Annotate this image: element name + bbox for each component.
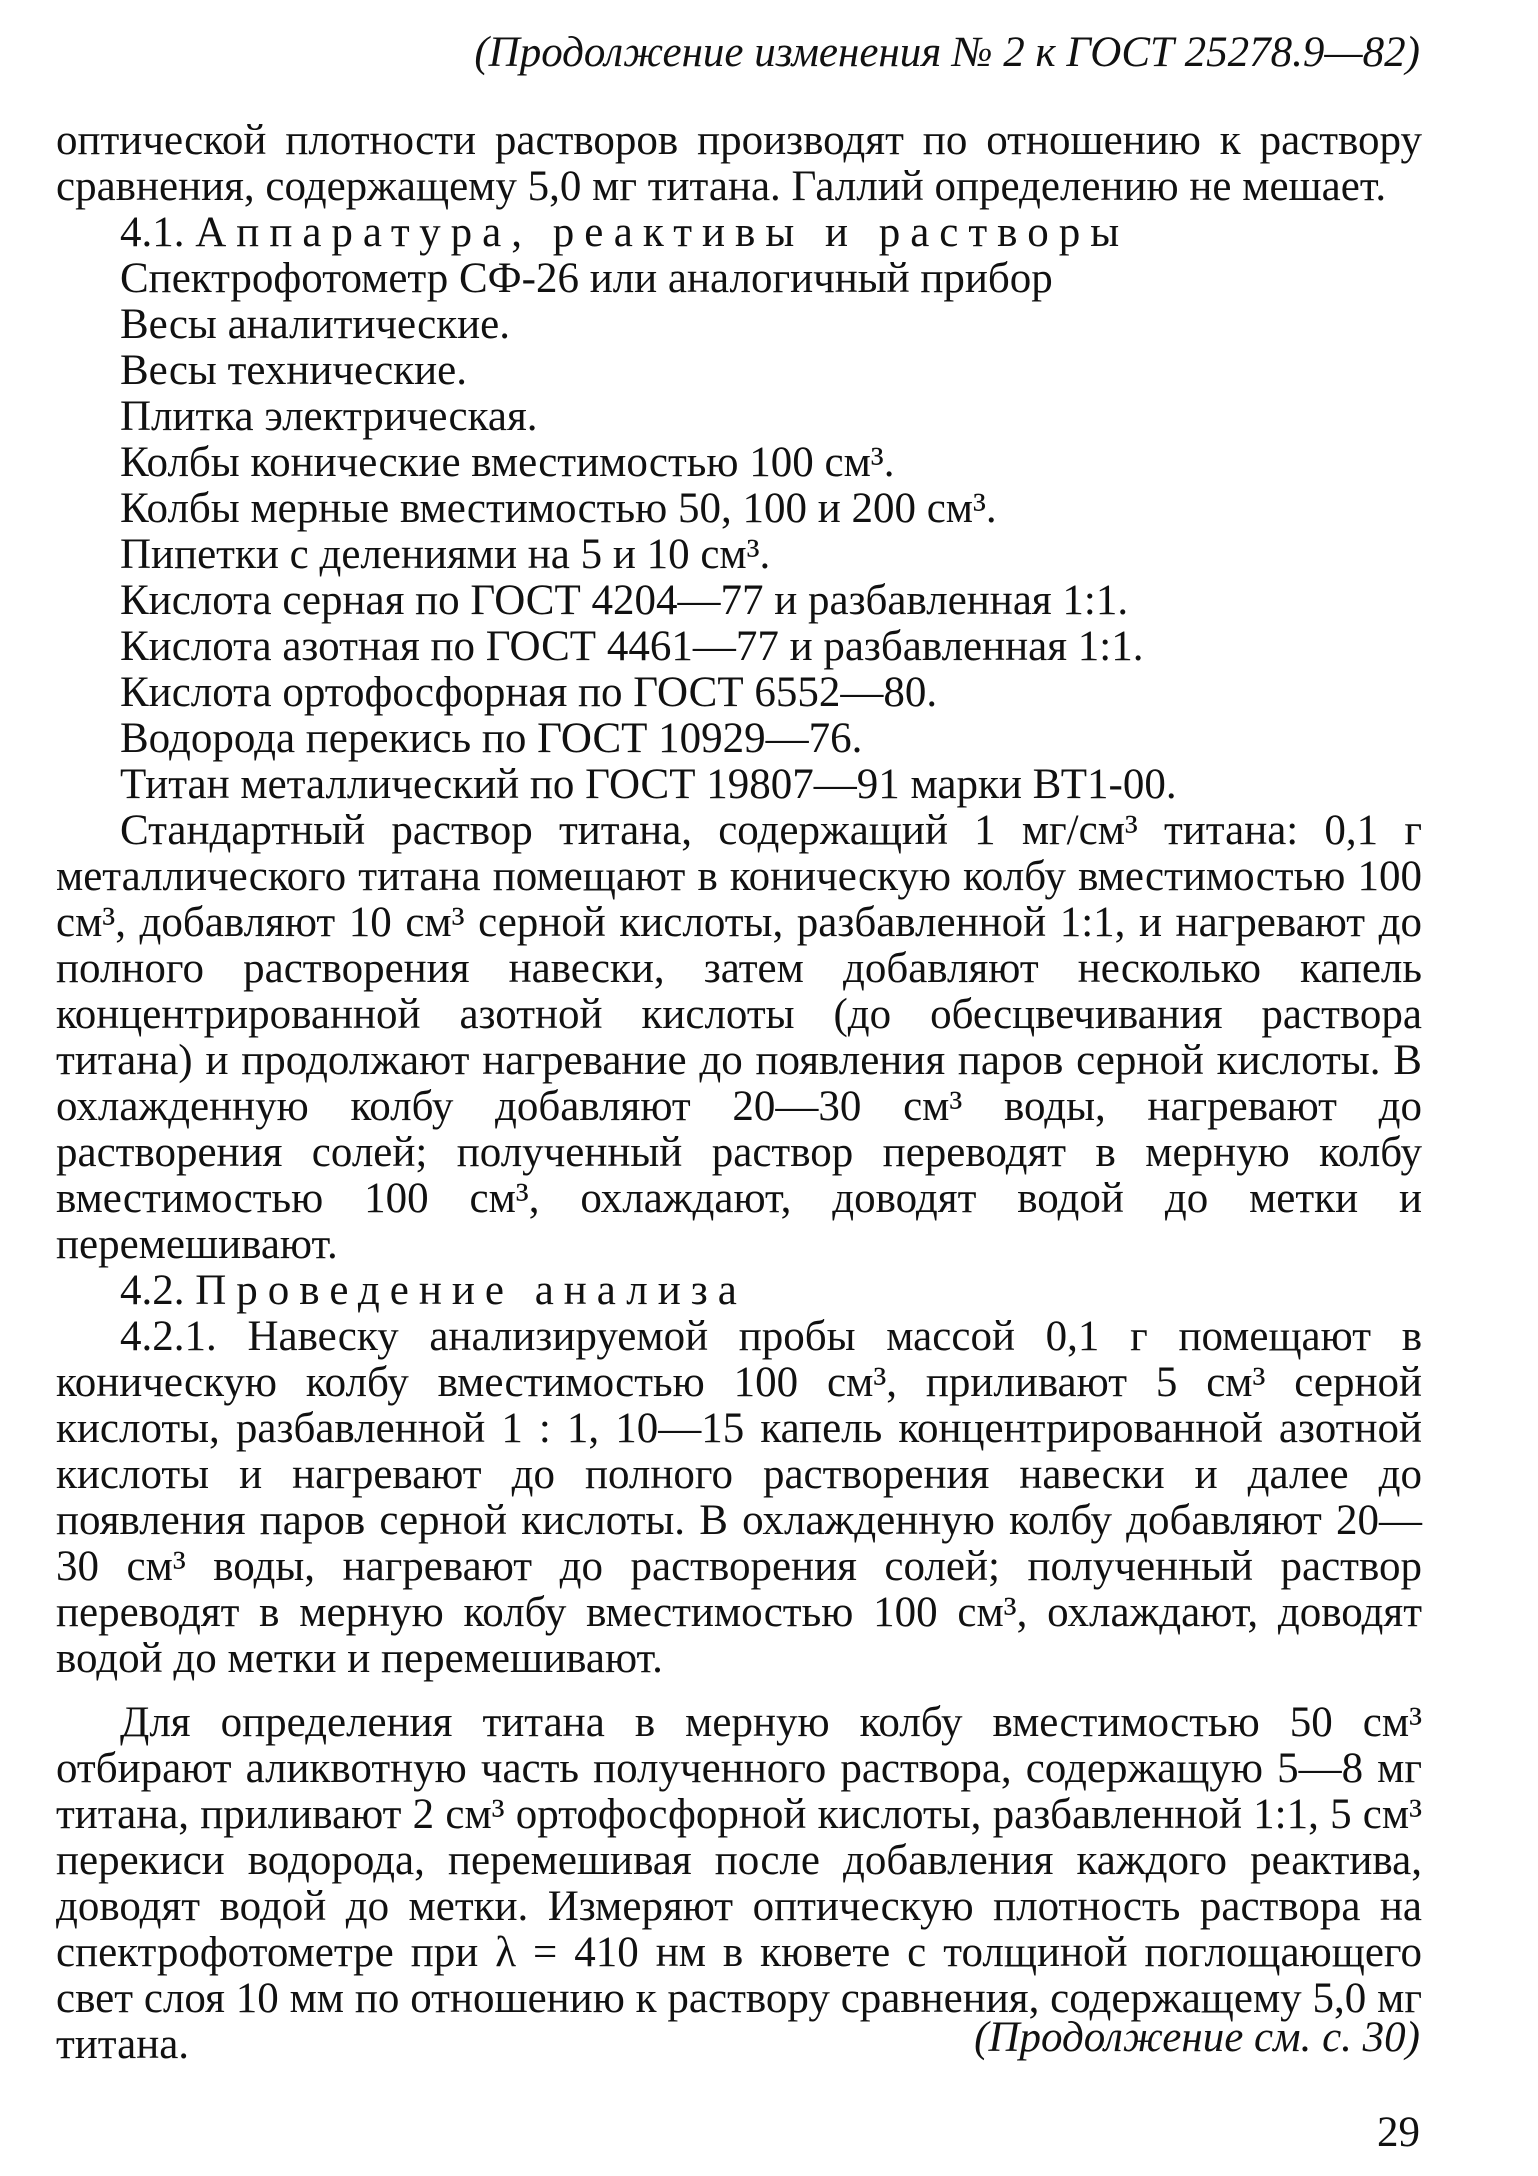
body-text	[56, 118, 1422, 2068]
list-item: Кислота ортофосфорная по ГОСТ 6552—80.	[120, 669, 938, 716]
list-item: Весы технические.	[120, 347, 468, 394]
section-4-1-number: 4.1.	[120, 209, 185, 256]
section-4-2-heading	[56, 1268, 1422, 1314]
list-item: Спектрофотометр СФ-26 или аналогичный прибор	[120, 255, 1053, 302]
list-item: Кислота серная по ГОСТ 4204—77 и разбавленная 1:1.	[120, 577, 1129, 624]
continued-note: (Продолжение см. с. 30)	[974, 2014, 1420, 2061]
section-4-1-heading	[56, 210, 1422, 256]
list-item: Колбы конические вместимостью 100 см³.	[120, 439, 895, 486]
list-item: Плитка электрическая.	[120, 393, 538, 440]
list-item: Титан металлический по ГОСТ 19807—91 марки ВТ1-00.	[120, 761, 1177, 808]
continuation-header: (Продолжение изменения № 2 к ГОСТ 25278.9—82)	[474, 29, 1420, 76]
list-item: Кислота азотная по ГОСТ 4461—77 и разбавленная 1:1.	[120, 623, 1144, 670]
standard-solution-paragraph: Стандартный раствор титана, содержащий 1 мг/см³ титана: 0,1 г металлического титана помещают в коническую колбу вместимостью 100 см³, добавляют 10 см³ серной кислоты, разбавленной 1:1, и нагревают до полного растворения навески, затем добавляют несколько капель концентрированной азотной кислоты (до обесцвечивания раствора титана) и продолжают нагревание до появления паров серной кислоты. В охлажденную колбу добавляют 20—30 см³ воды, нагревают до растворения солей; полученный раствор переводят в мерную колбу вместимостью 100 см³, охлаждают, доводят водой до метки и перемешивают.	[56, 807, 1422, 1268]
list-item: Весы аналитические.	[120, 301, 511, 348]
page-number: 29	[1377, 2109, 1420, 2156]
list-item: Пипетки с делениями на 5 и 10 см³.	[120, 531, 771, 578]
section-4-2-number: 4.2.	[120, 1267, 185, 1314]
section-4-2-title: Проведение анализа	[195, 1267, 747, 1314]
list-item: Колбы мерные вместимостью 50, 100 и 200 см³.	[120, 485, 997, 532]
list-item: Водорода перекись по ГОСТ 10929—76.	[120, 715, 863, 762]
intro-paragraph: оптической плотности растворов производят по отношению к раствору сравнения, содержащему 5,0 мг титана. Галлий определению не мешает.	[56, 117, 1422, 210]
section-4-1-title: Аппаратура, реактивы и растворы	[195, 209, 1130, 256]
titanium-determination-paragraph: Для определения титана в мерную колбу вместимостью 50 см³ отбирают аликвотную часть полученного раствора, содержащую 5—8 мг титана, приливают 2 см³ ортофосфорной кислоты, разбавленной 1:1, 5 см³ перекиси водорода, перемешивая после добавления каждого реактива, доводят водой до метки. Измеряют оптическую плотность раствора на спектрофотометре при λ = 410 нм в кювете с толщиной поглощающего свет слоя 10 мм по отношению к раствору сравнения, содержащему 5,0 мг титана.	[56, 1699, 1422, 2068]
paragraph-4-2-1: 4.2.1. Навеску анализируемой пробы массой 0,1 г помещают в коническую колбу вместимостью 100 см³, приливают 5 см³ серной кислоты, разбавленной 1 : 1, 10—15 капель концентрированной азотной кислоты и нагревают до полного растворения навески и далее до появления паров серной кислоты. В охлажденную колбу добавляют 20—30 см³ воды, нагревают до растворения солей; полученный раствор переводят в мерную колбу вместимостью 100 см³, охлаждают, доводят водой до метки и перемешивают.	[56, 1313, 1422, 1682]
